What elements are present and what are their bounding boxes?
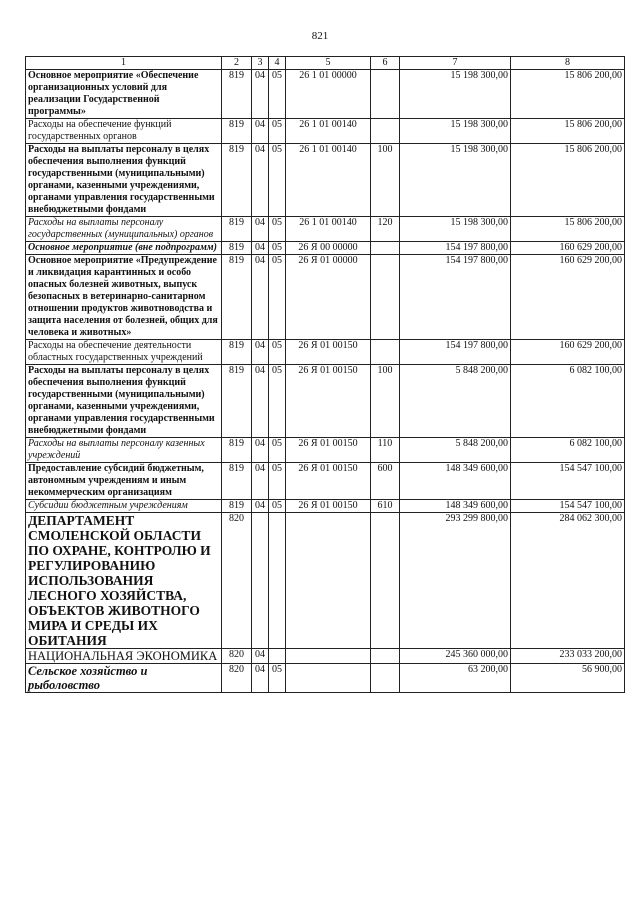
- row-name-cell: Расходы на выплаты персоналу в целях обеспечения выполнения функций государственными (муниципальными) органами, казенными учреждениями, органами управления государственными внебюджетными фондами: [26, 365, 222, 438]
- header-cell: 6: [371, 57, 400, 70]
- table-row: [26, 649, 625, 664]
- row-sum-1-cell: 63 200,00: [400, 664, 511, 693]
- row-rz-cell: 04: [252, 463, 269, 500]
- row-vr-cell: [371, 255, 400, 340]
- row-sum-2-cell: 6 082 100,00: [511, 438, 625, 463]
- row-sum-1-cell: 293 299 800,00: [400, 513, 511, 649]
- row-pr-cell: 05: [269, 70, 286, 119]
- row-cs-cell: 26 Я 00 00000: [286, 242, 371, 255]
- row-name-cell: Субсидии бюджетным учреждениям: [26, 500, 222, 513]
- row-name-cell: Расходы на обеспечение деятельности областных государственных учреждений: [26, 340, 222, 365]
- row-name-cell: Предоставление субсидий бюджетным, автономным учреждениям и иным некоммерческим организациям: [26, 463, 222, 500]
- row-sum-2-cell: 15 806 200,00: [511, 119, 625, 144]
- row-gr-cell: 819: [222, 119, 252, 144]
- row-gr-cell: 819: [222, 255, 252, 340]
- row-rz-cell: 04: [252, 70, 269, 119]
- row-vr-cell: 600: [371, 463, 400, 500]
- row-pr-cell: 05: [269, 144, 286, 217]
- header-cell: 5: [286, 57, 371, 70]
- row-sum-1-cell: 15 198 300,00: [400, 70, 511, 119]
- row-pr-cell: 05: [269, 500, 286, 513]
- row-sum-1-cell: 148 349 600,00: [400, 463, 511, 500]
- row-pr-cell: 05: [269, 242, 286, 255]
- row-gr-cell: 819: [222, 463, 252, 500]
- row-name-cell: Расходы на выплаты персоналу государственных (муниципальных) органов: [26, 217, 222, 242]
- row-cs-cell: 26 Я 01 00150: [286, 438, 371, 463]
- row-sum-1-cell: 154 197 800,00: [400, 242, 511, 255]
- row-cs-cell: 26 Я 01 00150: [286, 463, 371, 500]
- row-pr-cell: 05: [269, 365, 286, 438]
- row-vr-cell: 110: [371, 438, 400, 463]
- budget-table: [25, 56, 625, 693]
- row-pr-cell: [269, 513, 286, 649]
- row-vr-cell: 100: [371, 365, 400, 438]
- row-cs-cell: 26 Я 01 00150: [286, 365, 371, 438]
- row-rz-cell: 04: [252, 500, 269, 513]
- table-row: [26, 217, 625, 242]
- row-cs-cell: 26 1 01 00140: [286, 144, 371, 217]
- row-cs-cell: [286, 664, 371, 693]
- row-rz-cell: 04: [252, 438, 269, 463]
- table-header-row: [26, 57, 625, 70]
- row-pr-cell: 05: [269, 438, 286, 463]
- row-vr-cell: [371, 242, 400, 255]
- row-rz-cell: 04: [252, 242, 269, 255]
- page-number: 821: [311, 30, 329, 42]
- row-sum-1-cell: 15 198 300,00: [400, 217, 511, 242]
- row-pr-cell: 05: [269, 217, 286, 242]
- row-gr-cell: 819: [222, 144, 252, 217]
- table-row: [26, 500, 625, 513]
- row-rz-cell: 04: [252, 144, 269, 217]
- table-row: [26, 664, 625, 693]
- row-gr-cell: 819: [222, 242, 252, 255]
- row-rz-cell: [252, 513, 269, 649]
- row-pr-cell: 05: [269, 340, 286, 365]
- row-rz-cell: 04: [252, 649, 269, 664]
- row-name-cell: Основное мероприятие (вне подпрограмм): [26, 242, 222, 255]
- row-sum-2-cell: 160 629 200,00: [511, 255, 625, 340]
- row-cs-cell: 26 Я 01 00000: [286, 255, 371, 340]
- row-sum-2-cell: 233 033 200,00: [511, 649, 625, 664]
- table-row: [26, 70, 625, 119]
- row-sum-2-cell: 284 062 300,00: [511, 513, 625, 649]
- row-vr-cell: [371, 664, 400, 693]
- table-row: [26, 242, 625, 255]
- row-name-cell: Основное мероприятие «Предупреждение и ликвидация карантинных и особо опасных болезней животных, выпуск безопасных в ветеринарно-санитарном отношении продуктов животноводства и защита населения от болезней, общих для человека и животных»: [26, 255, 222, 340]
- row-gr-cell: 820: [222, 649, 252, 664]
- row-cs-cell: 26 Я 01 00150: [286, 500, 371, 513]
- row-vr-cell: [371, 649, 400, 664]
- row-sum-2-cell: 160 629 200,00: [511, 340, 625, 365]
- header-cell: 3: [252, 57, 269, 70]
- header-cell: 7: [400, 57, 511, 70]
- table-row: [26, 144, 625, 217]
- row-gr-cell: 819: [222, 70, 252, 119]
- row-gr-cell: 820: [222, 664, 252, 693]
- row-cs-cell: 26 1 01 00140: [286, 119, 371, 144]
- row-gr-cell: 820: [222, 513, 252, 649]
- row-sum-2-cell: 15 806 200,00: [511, 144, 625, 217]
- row-name-cell: ДЕПАРТАМЕНТ СМОЛЕНСКОЙ ОБЛАСТИ ПО ОХРАНЕ, КОНТРОЛЮ И РЕГУЛИРОВАНИЮ ИСПОЛЬЗОВАНИЯ ЛЕСНОГО ХОЗЯЙСТВА, ОБЪЕКТОВ ЖИВОТНОГО МИРА И СРЕДЫ ИХ ОБИТАНИЯ: [26, 513, 222, 649]
- row-cs-cell: [286, 513, 371, 649]
- row-name-cell: Расходы на выплаты персоналу казенных учреждений: [26, 438, 222, 463]
- row-pr-cell: 05: [269, 664, 286, 693]
- row-cs-cell: 26 Я 01 00150: [286, 340, 371, 365]
- row-vr-cell: [371, 119, 400, 144]
- header-cell: 2: [222, 57, 252, 70]
- table-row: [26, 463, 625, 500]
- row-sum-2-cell: 160 629 200,00: [511, 242, 625, 255]
- row-sum-2-cell: 15 806 200,00: [511, 217, 625, 242]
- header-cell: 4: [269, 57, 286, 70]
- row-pr-cell: 05: [269, 255, 286, 340]
- row-cs-cell: [286, 649, 371, 664]
- row-name-cell: Сельское хозяйство и рыболовство: [26, 664, 222, 693]
- row-cs-cell: 26 1 01 00000: [286, 70, 371, 119]
- table-row: [26, 340, 625, 365]
- row-gr-cell: 819: [222, 340, 252, 365]
- header-cell: 1: [26, 57, 222, 70]
- row-rz-cell: 04: [252, 119, 269, 144]
- table-row: [26, 513, 625, 649]
- row-vr-cell: 610: [371, 500, 400, 513]
- row-pr-cell: [269, 649, 286, 664]
- row-name-cell: НАЦИОНАЛЬНАЯ ЭКОНОМИКА: [26, 649, 222, 664]
- row-pr-cell: 05: [269, 119, 286, 144]
- row-gr-cell: 819: [222, 438, 252, 463]
- row-vr-cell: [371, 340, 400, 365]
- header-cell: 8: [511, 57, 625, 70]
- row-name-cell: Расходы на выплаты персоналу в целях обеспечения выполнения функций государственными (муниципальными) органами, казенными учреждениями, органами управления государственными внебюджетными фондами: [26, 144, 222, 217]
- row-pr-cell: 05: [269, 463, 286, 500]
- row-sum-1-cell: 5 848 200,00: [400, 365, 511, 438]
- row-sum-1-cell: 154 197 800,00: [400, 255, 511, 340]
- table-row: [26, 438, 625, 463]
- row-sum-2-cell: 15 806 200,00: [511, 70, 625, 119]
- row-gr-cell: 819: [222, 500, 252, 513]
- row-sum-1-cell: 15 198 300,00: [400, 144, 511, 217]
- row-gr-cell: 819: [222, 217, 252, 242]
- row-sum-1-cell: 245 360 000,00: [400, 649, 511, 664]
- row-name-cell: Основное мероприятие «Обеспечение организационных условий для реализации Государственной программы»: [26, 70, 222, 119]
- row-vr-cell: 100: [371, 144, 400, 217]
- table-row: [26, 365, 625, 438]
- row-sum-1-cell: 154 197 800,00: [400, 340, 511, 365]
- table-row: [26, 119, 625, 144]
- row-cs-cell: 26 1 01 00140: [286, 217, 371, 242]
- row-rz-cell: 04: [252, 664, 269, 693]
- row-sum-1-cell: 15 198 300,00: [400, 119, 511, 144]
- row-sum-2-cell: 154 547 100,00: [511, 500, 625, 513]
- row-rz-cell: 04: [252, 217, 269, 242]
- row-vr-cell: 120: [371, 217, 400, 242]
- row-name-cell: Расходы на обеспечение функций государственных органов: [26, 119, 222, 144]
- row-sum-1-cell: 5 848 200,00: [400, 438, 511, 463]
- row-sum-2-cell: 56 900,00: [511, 664, 625, 693]
- row-sum-1-cell: 148 349 600,00: [400, 500, 511, 513]
- row-rz-cell: 04: [252, 365, 269, 438]
- row-vr-cell: [371, 70, 400, 119]
- row-vr-cell: [371, 513, 400, 649]
- table-row: [26, 255, 625, 340]
- row-rz-cell: 04: [252, 340, 269, 365]
- row-rz-cell: 04: [252, 255, 269, 340]
- row-gr-cell: 819: [222, 365, 252, 438]
- row-sum-2-cell: 6 082 100,00: [511, 365, 625, 438]
- row-sum-2-cell: 154 547 100,00: [511, 463, 625, 500]
